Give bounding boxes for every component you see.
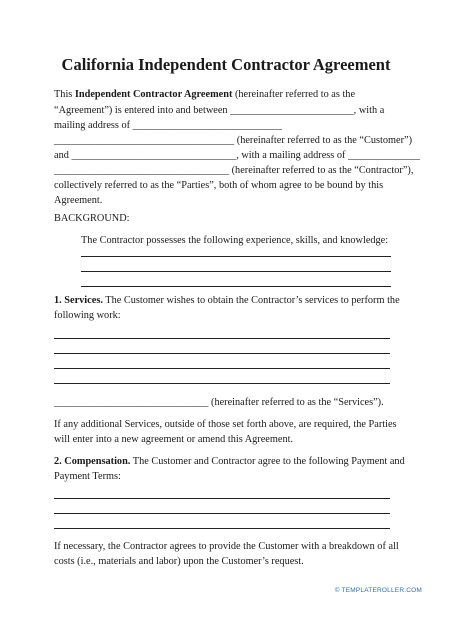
services-blank-line[interactable]: [54, 368, 390, 369]
compensation-text: The Customer and Contractor agree to the following Payment and: [132, 456, 405, 467]
compensation-blank-line[interactable]: [54, 528, 390, 529]
intro-line-3: mailing address of _____________________________: [54, 120, 282, 131]
compensation-line-1: [54, 455, 405, 468]
services-blank-line[interactable]: [54, 353, 390, 354]
compensation-blank-line[interactable]: [54, 513, 390, 514]
footer-brand[interactable]: [335, 587, 422, 594]
services-text: The Customer wishes to obtain the Contractor’s services to perform the: [105, 295, 400, 306]
compensation-breakdown-1: If necessary, the Contractor agrees to provide the Customer with a breakdown of all: [54, 541, 399, 552]
services-line-2: following work:: [54, 310, 121, 321]
intro-line-8: Agreement.: [54, 195, 103, 206]
background-blank-line[interactable]: [81, 256, 391, 257]
compensation-line-2: Payment Terms:: [54, 471, 121, 482]
intro-hereinafter: (hereinafter referred to as the: [234, 89, 356, 100]
intro-agreement-name: Independent Contractor Agreement: [74, 89, 233, 100]
footer-brand-text: TEMPLATEROLLER.COM: [341, 587, 422, 594]
background-blank-line[interactable]: [81, 271, 391, 272]
compensation-heading: 2. Compensation.: [54, 456, 131, 467]
services-heading: 1. Services.: [54, 295, 103, 306]
intro-line-5: and ________________________________, with a mailing address of ______________: [54, 150, 421, 161]
intro-line-4: ___________________________________ (hereinafter referred to as the “Customer”): [54, 135, 413, 146]
copyright-icon: ©: [334, 587, 340, 594]
services-line-1: [54, 294, 400, 307]
intro-line-2: “Agreement”) is entered into and between ________________________, with a: [54, 105, 385, 116]
background-text: The Contractor possesses the following experience, skills, and knowledge:: [81, 235, 389, 246]
services-closing: ______________________________ (hereinafter referred to as the “Services”).: [54, 397, 384, 408]
services-blank-line[interactable]: [54, 338, 390, 339]
background-heading: BACKGROUND:: [54, 213, 130, 224]
document-title: California Independent Contractor Agreement: [61, 55, 391, 74]
services-additional-1: If any additional Services, outside of those set forth above, are required, the Parties: [54, 419, 397, 430]
intro-this: This: [54, 89, 73, 100]
intro-line-1: [54, 88, 355, 101]
intro-line-7: collectively referred to as the “Parties”, both of whom agree to be bound by this: [54, 180, 384, 191]
background-blank-line[interactable]: [81, 286, 391, 287]
intro-line-6: __________________________________ (hereinafter referred to as the “Contractor”),: [54, 165, 414, 176]
compensation-blank-line[interactable]: [54, 498, 390, 499]
services-blank-line[interactable]: [54, 383, 390, 384]
services-additional-2: will enter into a new agreement or amend this Agreement.: [54, 434, 294, 445]
compensation-breakdown-2: costs (i.e., materials and labor) upon the Customer’s request.: [54, 556, 304, 567]
